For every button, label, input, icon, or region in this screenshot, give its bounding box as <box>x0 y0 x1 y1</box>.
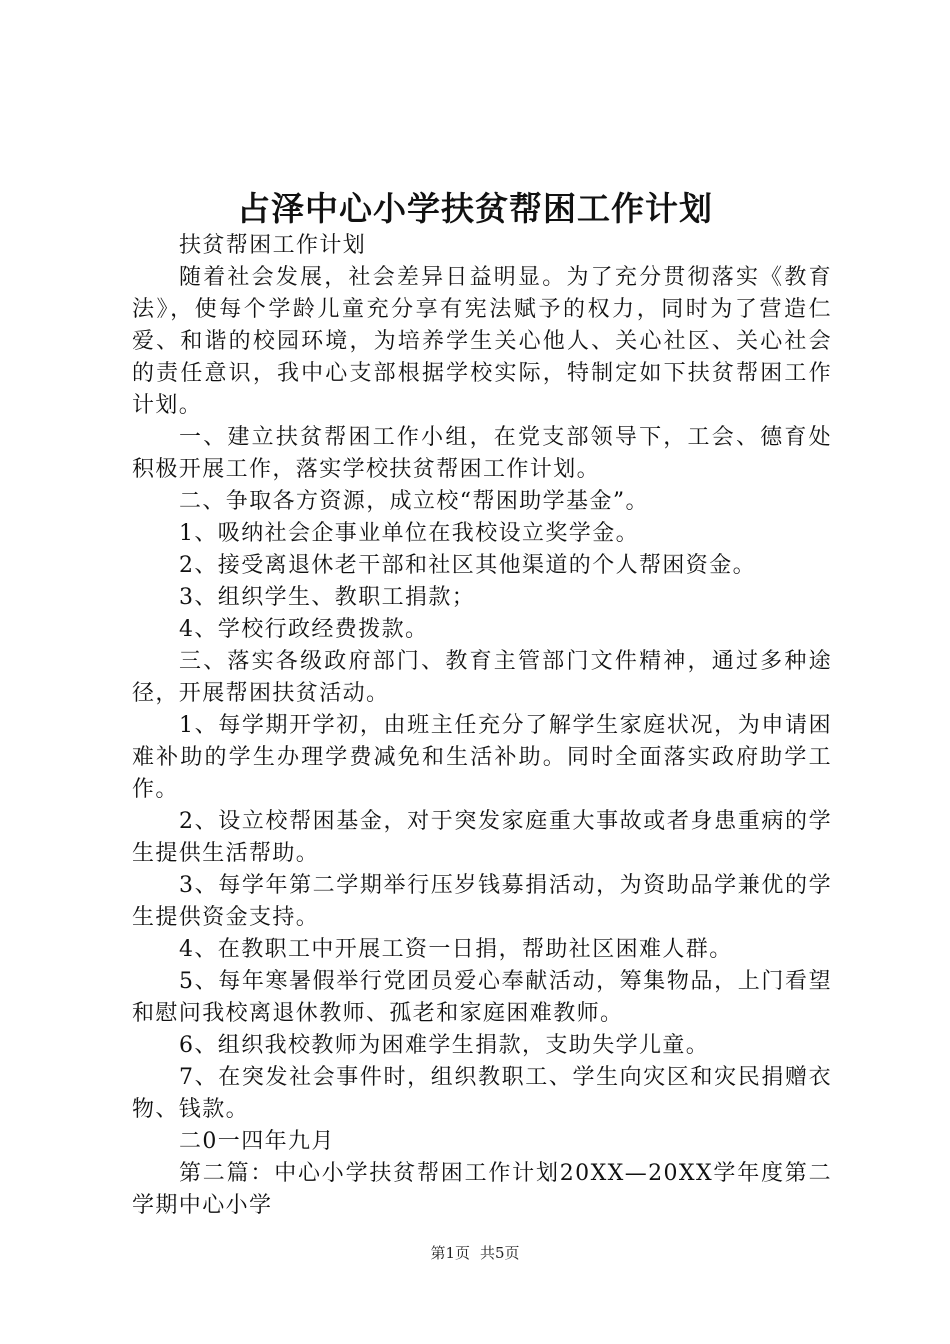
page-number: 第1页 <box>430 1244 470 1262</box>
paragraph-item: 3、每学年第二学期举行压岁钱募捐活动，为资助品学兼优的学生提供资金支持。 <box>132 873 832 930</box>
paragraph-heading: 扶贫帮困工作计划 <box>179 233 367 258</box>
paragraph-item: 1、吸纳社会企事业单位在我校设立奖学金。 <box>179 521 639 546</box>
paragraph-item: 6、组织我校教师为困难学生捐款，支助失学儿童。 <box>179 1033 710 1058</box>
paragraph-date: 二0一四年九月 <box>179 1129 335 1154</box>
paragraph-section-2: 二、争取各方资源，成立校“帮困助学基金”。 <box>179 489 649 514</box>
paragraph-item: 4、在教职工中开展工资一日捐，帮助社区困难人群。 <box>179 937 733 962</box>
paragraph-intro: 随着社会发展，社会差异日益明显。为了充分贯彻落实《教育法》，使每个学龄儿童充分享有宪法赋予的权力，同时为了营造仁爱、和谐的校园环境，为培养学生关心他人、关心社区、关心社会的责任意识，我中心支部根据学校实际，特制定如下扶贫帮困工作计划。 <box>132 265 832 418</box>
paragraph-section-3: 三、落实各级政府部门、教育主管部门文件精神，通过多种途径，开展帮困扶贫活动。 <box>132 649 832 706</box>
paragraph-next-article: 第二篇：中心小学扶贫帮困工作计划20XX—20XX学年度第二学期中心小学 <box>132 1161 832 1218</box>
paragraph-section-1: 一、建立扶贫帮困工作小组，在党支部领导下，工会、德育处积极开展工作，落实学校扶贫帮困工作计划。 <box>132 425 832 482</box>
paragraph-item: 5、每年寒暑假举行党团员爱心奉献活动，筹集物品，上门看望和慰问我校离退休教师、孤老和家庭困难教师。 <box>132 969 832 1026</box>
document-body <box>132 230 832 1222</box>
document-title: 占泽中心小学扶贫帮困工作计划 <box>237 189 713 228</box>
paragraph-item: 2、接受离退休老干部和社区其他渠道的个人帮困资金。 <box>179 553 756 578</box>
paragraph-item: 3、组织学生、教职工捐款； <box>179 585 476 610</box>
paragraph-item: 1、每学期开学初，由班主任充分了解学生家庭状况，为申请困难补助的学生办理学费减免和生活补助。同时全面落实政府助学工作。 <box>132 713 832 802</box>
paragraph-item: 7、在突发社会事件时，组织教职工、学生向灾区和灾民捐赠衣物、钱款。 <box>132 1065 832 1122</box>
paragraph-item: 2、设立校帮困基金，对于突发家庭重大事故或者身患重病的学生提供生活帮助。 <box>132 809 832 866</box>
page-footer <box>0 1243 950 1263</box>
paragraph-item: 4、学校行政经费拨款。 <box>179 617 429 642</box>
page-total: 共5页 <box>480 1244 520 1262</box>
